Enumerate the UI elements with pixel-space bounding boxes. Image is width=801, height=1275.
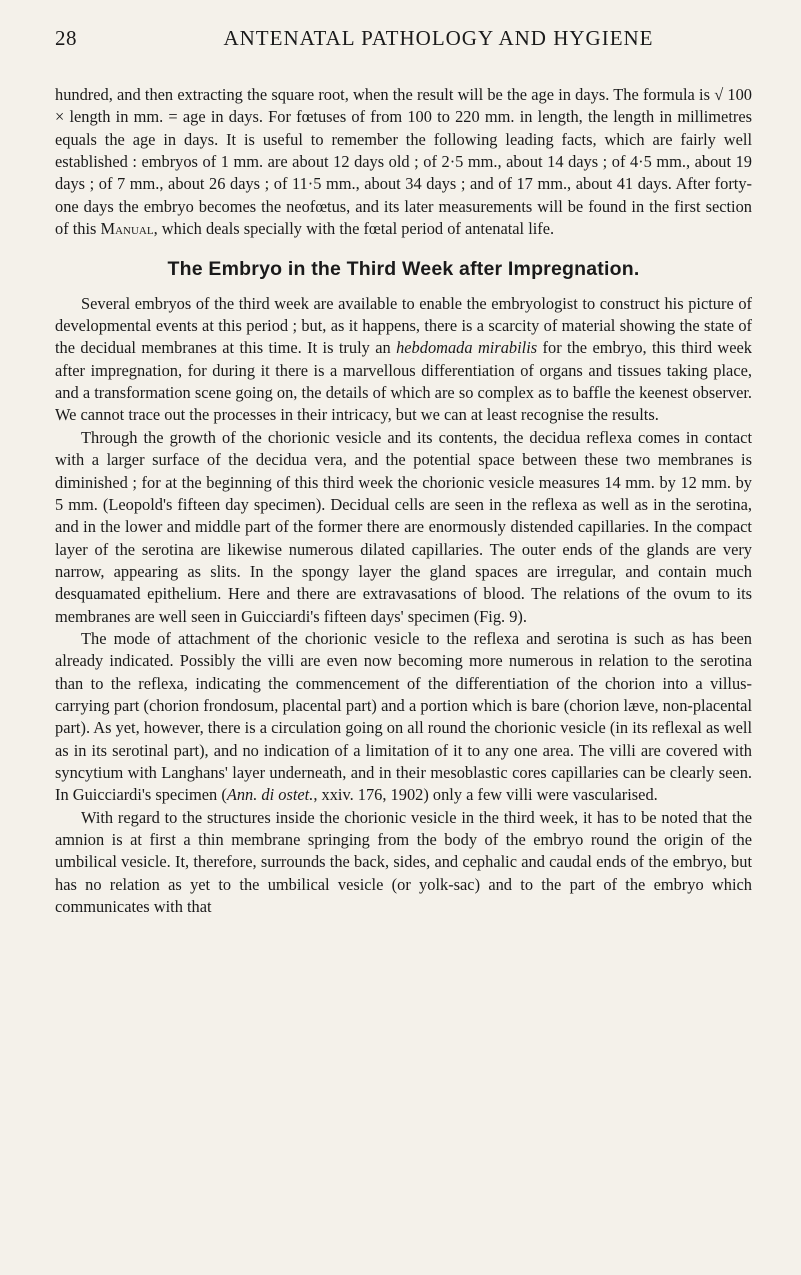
paragraph-2-text-a: Several embryos of the third week are available to enable the embryologist to construct his picture of developmental events at this period ; but, as it happens, there is a scarcity of material showing the state of the decidual membranes at this time. It is truly an (55, 293, 752, 358)
page-number: 28 (55, 26, 77, 50)
section-heading: The Embryo in the Third Week after Impregnation. (167, 258, 640, 281)
running-title: ANTENATAL PATHOLOGY AND HYGIENE (223, 26, 654, 50)
manual-small-caps: Manual (100, 219, 154, 239)
paragraph-4-italic: Ann. di ostet. (226, 785, 314, 805)
paragraph-1-text-b: , which deals specially with the fœtal period of antenatal life. (153, 219, 555, 239)
paragraph-4-text-b: , xxiv. 176, 1902) only a few villi were vascularised. (313, 785, 658, 805)
paragraph-2-text-b: for the embryo, this third week after impregnation, for during it there is a marvellous differentiation of organs and tissues taking place, and a transformation scene going on, the details of which are so complex as to baffle the keenest observer. We cannot trace out the processes in their intricacy, but we can at least recognise the results. (55, 338, 753, 425)
paragraph-4-text-a: The mode of attachment of the chorionic vesicle to the reflexa and serotina is such as has been already indicated. Possibly the villi are even now becoming more numerous in relation to the serotina than to the reflexa, indicating the commencement of the differentiation of the chorion into a villus-carrying part (chorion frondosum, placental part) and a portion which is bare (chorion læve, non-placental part). As yet, however, there is a circulation going on all round the chorionic vesicle (in its reflexal as well as in its serotinal part), and no indication of a limitation of it to any one area. The villi are covered with syncytium with Langhans' layer underneath, and in their mesoblastic cores capillaries can be clearly seen. In Guicciardi's specimen ( (55, 628, 752, 805)
paragraph-3: Through the growth of the chorionic vesicle and its contents, the decidua reflexa comes in contact with a larger surface of the decidua vera, and the potential space between these two membranes is diminished ; for at the beginning of this third week the chorionic vesicle measures 14 mm. by 12 mm. by 5 mm. (Leopold's fifteen day specimen). Decidual cells are seen in the reflexa as well as in the serotina, and in the lower and middle part of the former there are enormously distended capillaries. In the compact layer of the serotina are likewise numerous dilated capillaries. The outer ends of the glands are very narrow, appearing as slits. In the spongy layer the gland spaces are irregular, and contain much desquamated epithelium. Here and there are extravasations of blood. The relations of the ovum to its membranes are well seen in Guicciardi's fifteen days' specimen (Fig. 9). (55, 427, 752, 626)
paragraph-2 (55, 293, 752, 427)
paragraph-1 (55, 84, 752, 240)
paragraph-5: With regard to the structures inside the chorionic vesicle in the third week, it has to be noted that the amnion is at first a thin membrane springing from the body of the embryo round the origin of the umbilical vesicle. It, therefore, surrounds the back, sides, and cephalic and caudal ends of the embryo, but has no relation as yet to the umbilical vesicle (or yolk-sac) and to the part of the embryo which communicates with that (55, 807, 752, 917)
paragraph-1-text-a: hundred, and then extracting the square root, when the result will be the age in days. The formula is √ 100 × length in mm. = age in days. For fœtuses of from 100 to 220 mm. in length, the length in millimetres equals the age in days. It is useful to remember the following leading facts, which are fairly well established : embryos of 1 mm. are about 12 days old ; of 2·5 mm., about 14 days ; of 4·5 mm., about 19 days ; of 7 mm., about 26 days ; of 11·5 mm., about 34 days ; and of 17 mm., about 41 days. After forty-one days the embryo becomes the neofœtus, and its later measurements will be found in the first section of this (55, 85, 752, 239)
body-text (55, 84, 752, 918)
paragraph-4 (55, 628, 752, 807)
paragraph-2-italic: hebdomada mirabilis (396, 338, 538, 358)
page-header (55, 26, 752, 56)
